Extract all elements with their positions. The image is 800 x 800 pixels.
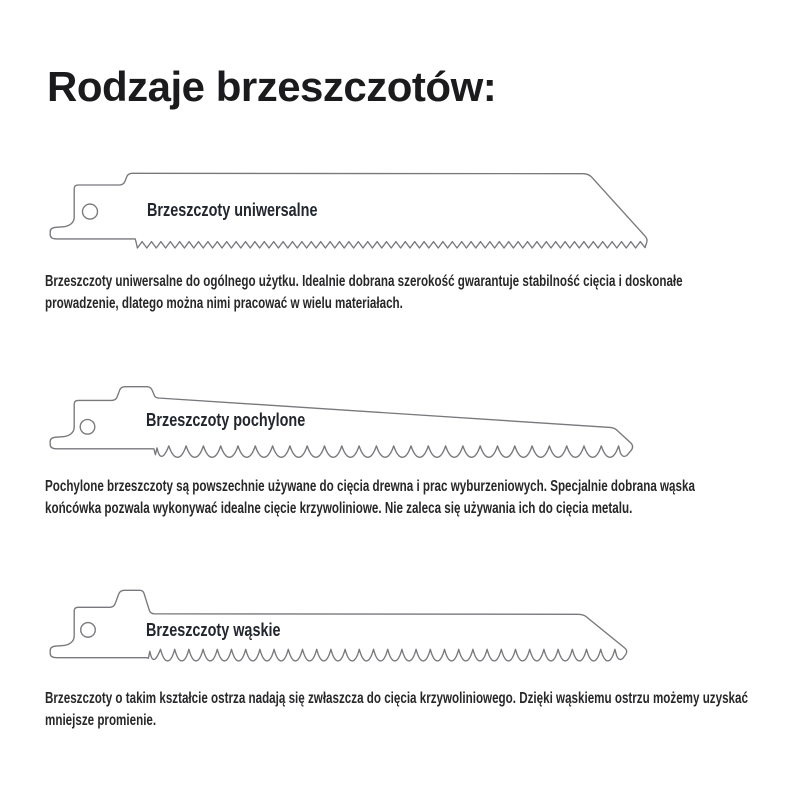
universal-blade-label: Brzeszczoty uniwersalne: [147, 200, 318, 220]
narrow-blade-drawing: [50, 590, 626, 661]
narrow-blade-description: Brzeszczoty o takim kształcie ostrza nadają się zwłaszcza do cięcia krzywoliniowego. Dzięki wąskiemu ostrzu możemy uzyskać mniejsze promienie.: [45, 690, 748, 729]
tilted-blade-drawing: [50, 387, 632, 458]
universal-blade-mounting-hole: [83, 204, 98, 219]
universal-blade-description: Brzeszczoty uniwersalne do ogólnego użytku. Idealnie dobrana szerokość gwarantuje stabilność cięcia i doskonałe prowadzenie, dlatego można nimi pracować w wielu materiałach.: [45, 273, 683, 312]
tilted-blade-mounting-hole: [80, 420, 95, 435]
narrow-blade-label: Brzeszczoty wąskie: [146, 620, 281, 640]
tilted-blade-label: Brzeszczoty pochylone: [146, 410, 306, 430]
tilted-blade-description: Pochylone brzeszczoty są powszechnie używane do cięcia drewna i prac wyburzeniowych. Specjalnie dobrana wąska końcówka pozwala wykonywać idealne cięcie krzywoliniowe. Nie zaleca się używania ich do cięcia metalu.: [45, 478, 695, 517]
universal-blade-drawing: [50, 173, 647, 248]
universal-blade-outline: [50, 173, 647, 248]
narrow-blade-outline: [50, 590, 626, 661]
narrow-blade-mounting-hole: [81, 623, 96, 638]
page-title: Rodzaje brzeszczotów:: [47, 63, 497, 110]
tilted-blade-outline: [50, 387, 632, 458]
